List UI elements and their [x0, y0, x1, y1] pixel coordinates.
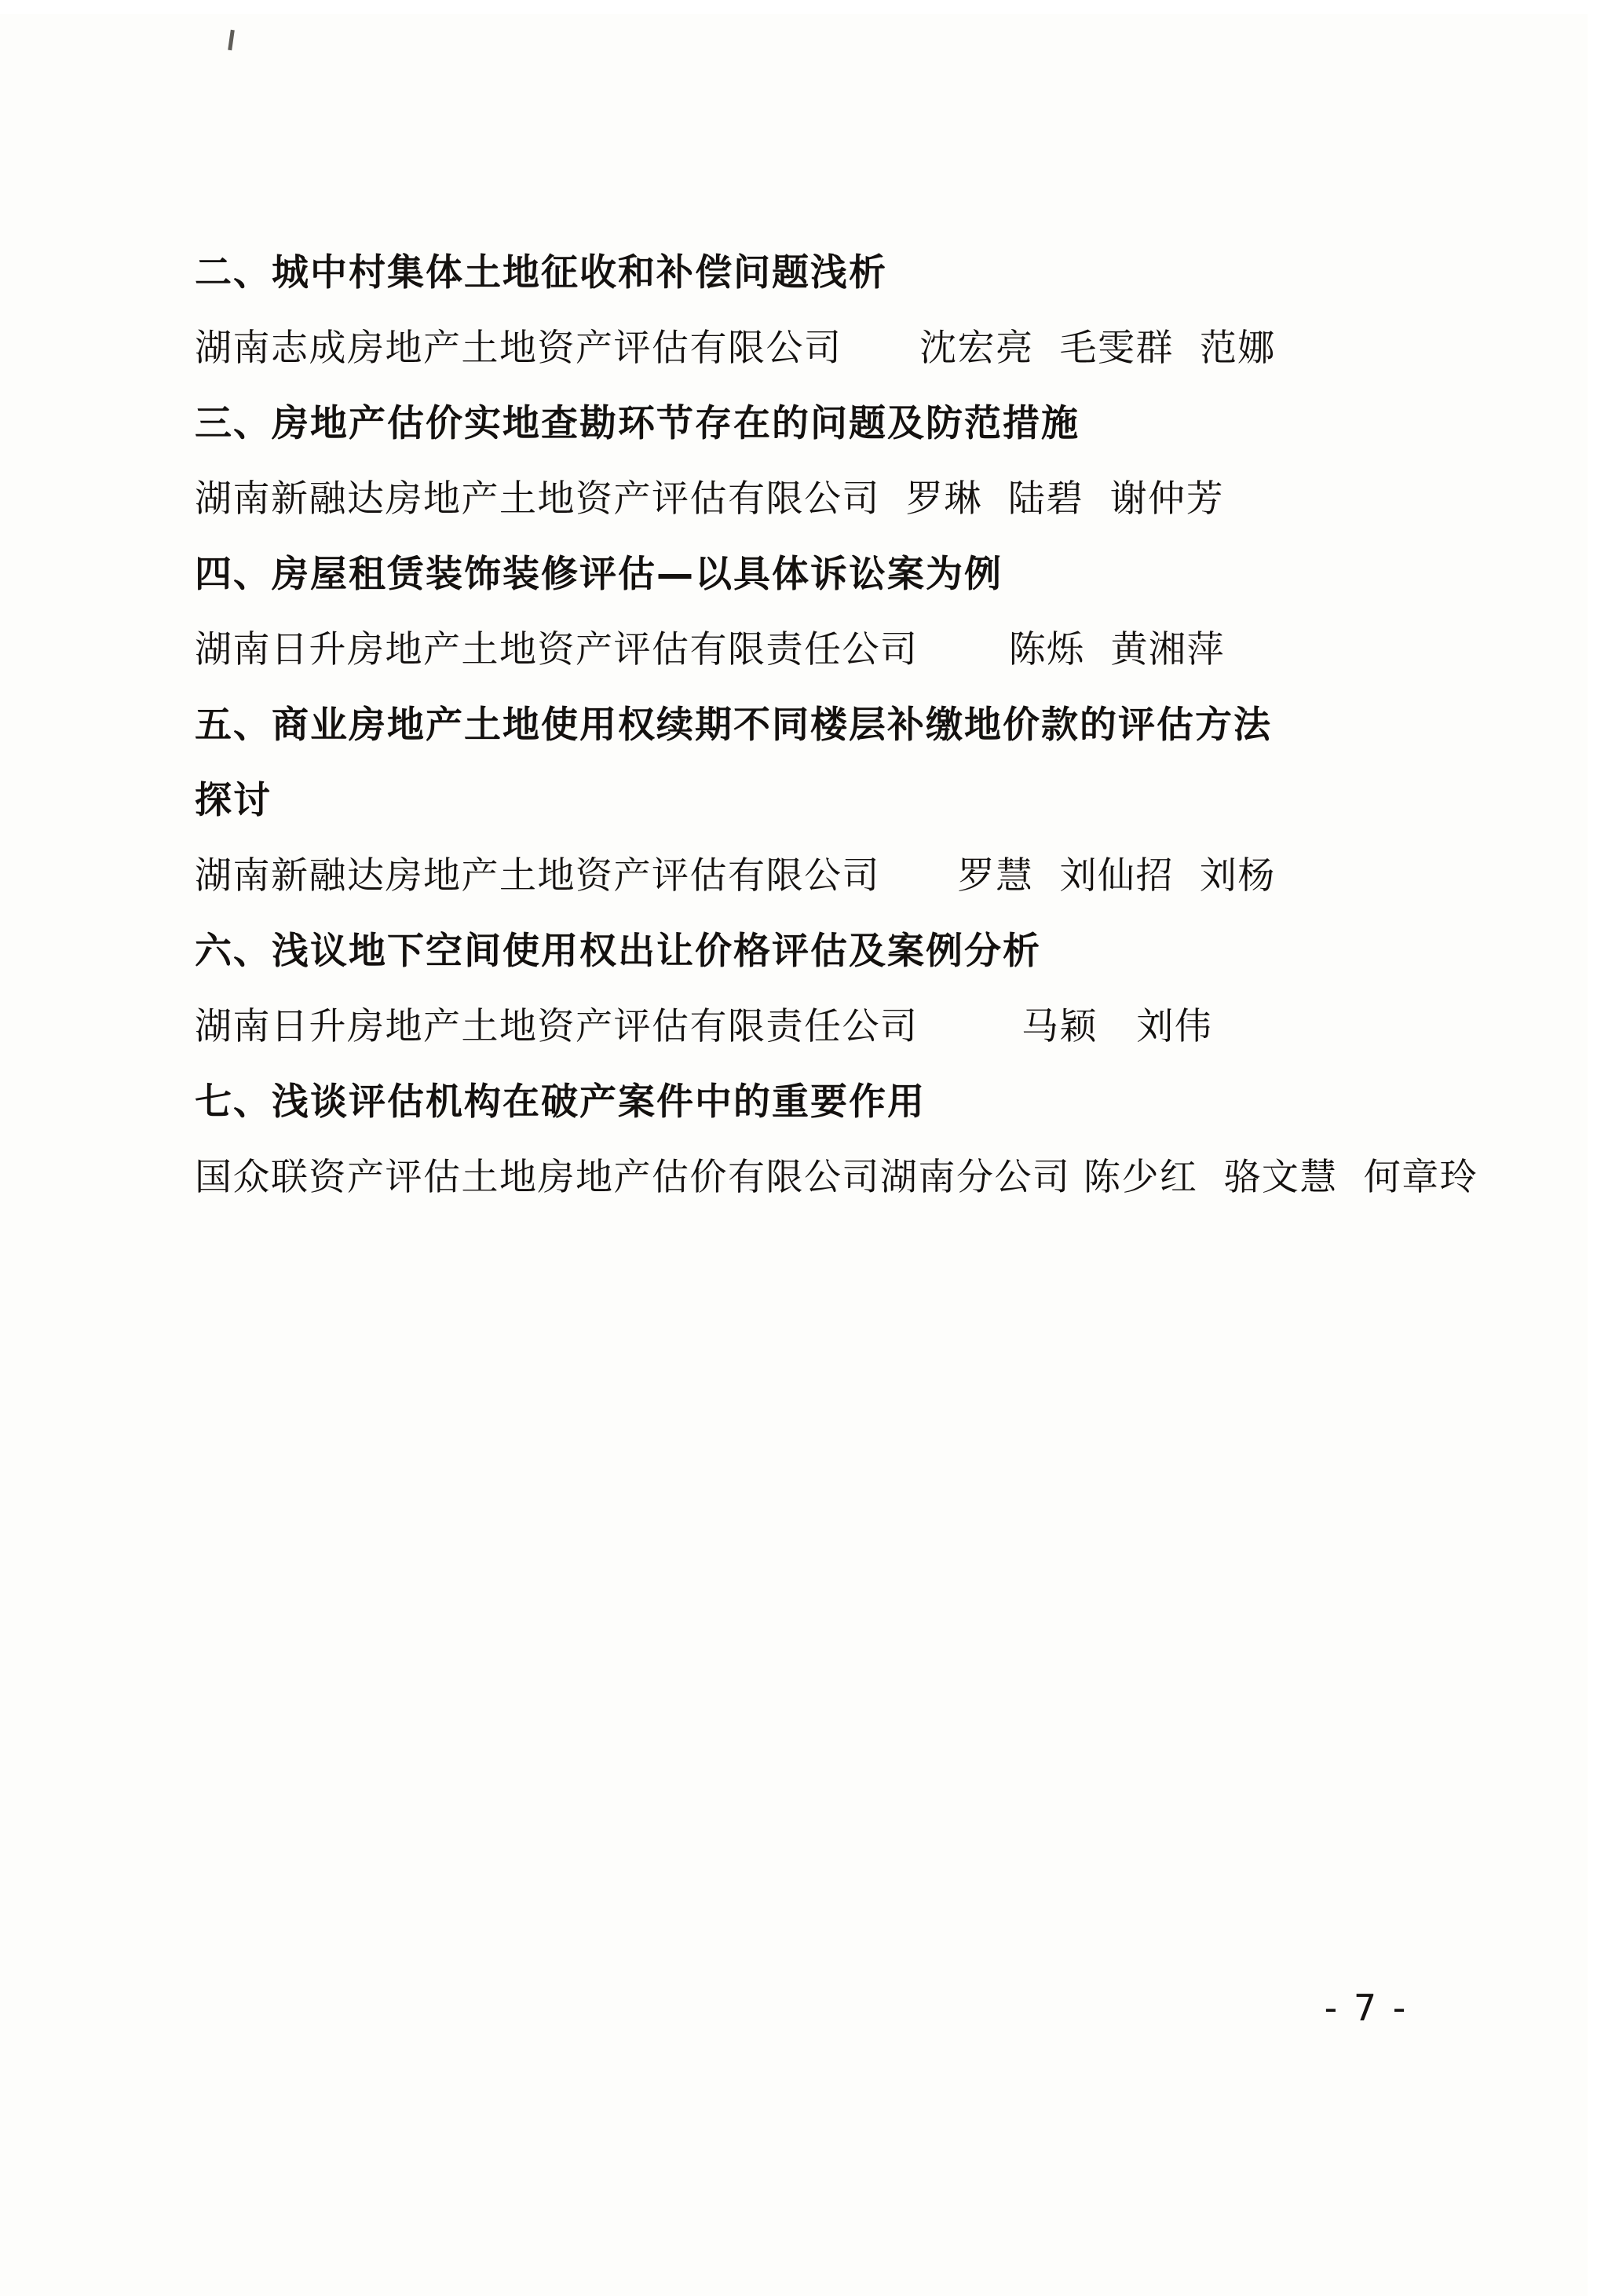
list-item: 二、城中村集体土地征收和补偿问题浅析 — [195, 251, 887, 294]
list-item: 湖南日升房地产土地资产评估有限责任公司 陈烁 黄湘萍 — [195, 628, 1225, 671]
page-number: - 7 - — [1324, 1987, 1409, 2029]
list-item: 七、浅谈评估机构在破产案件中的重要作用 — [195, 1080, 926, 1124]
list-item: 四、房屋租赁装饰装修评估—以具体诉讼案为例 — [195, 553, 1003, 596]
list-item: 湖南志成房地产土地资产评估有限公司 沈宏亮 毛雯群 范娜 — [195, 327, 1276, 370]
document-body — [195, 236, 1478, 1216]
list-item: 湖南新融达房地产土地资产评估有限公司 罗慧 刘仙招 刘杨 — [195, 854, 1276, 898]
list-item: 三、房地产估价实地查勘环节存在的问题及防范措施 — [195, 402, 1080, 445]
stray-ink-mark — [228, 30, 235, 50]
list-item: 湖南新融达房地产土地资产评估有限公司 罗琳 陆碧 谢仲芳 — [195, 477, 1225, 521]
list-item: 六、浅议地下空间使用权出让价格评估及案例分析 — [195, 930, 1041, 973]
list-item: 探讨 — [195, 779, 272, 822]
scan-edge-right — [1588, 0, 1608, 2296]
scan-edge-top — [0, 0, 1608, 14]
list-item: 湖南日升房地产土地资产评估有限责任公司 马颖 刘伟 — [195, 1005, 1213, 1048]
list-item: 国众联资产评估土地房地产估价有限公司湖南分公司 陈少红 骆文慧 何章玲 — [195, 1156, 1478, 1199]
list-item: 五、商业房地产土地使用权续期不同楼层补缴地价款的评估方法 — [195, 704, 1272, 747]
